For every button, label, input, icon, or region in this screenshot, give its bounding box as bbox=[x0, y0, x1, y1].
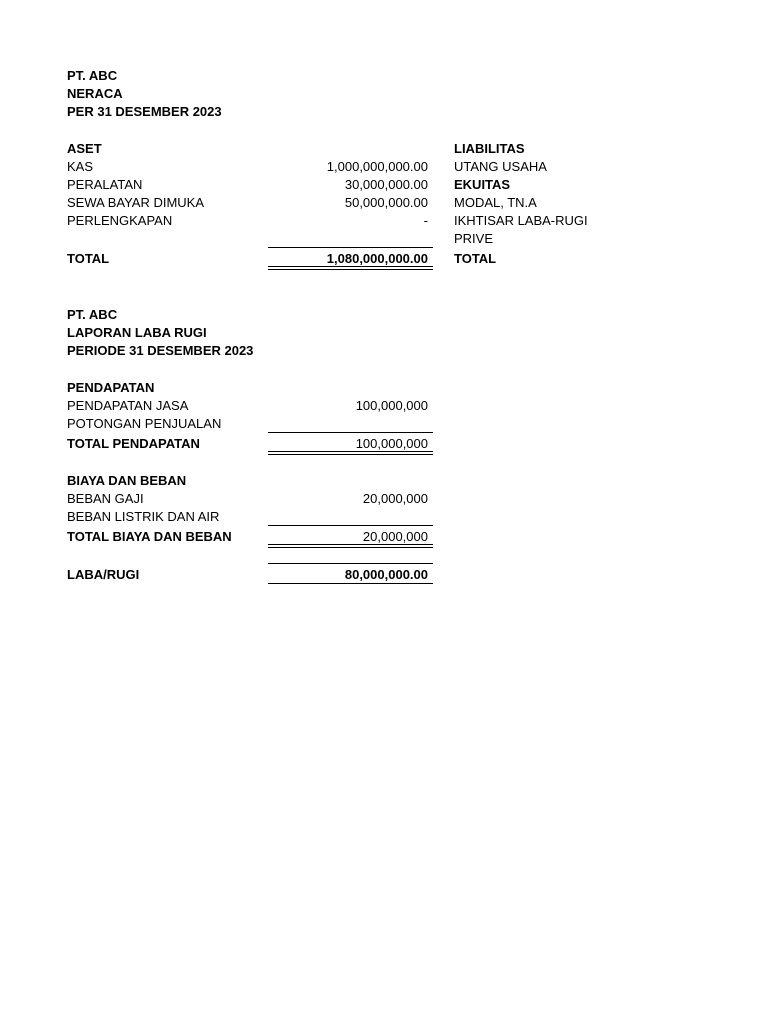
net-bottom-rule bbox=[268, 583, 433, 584]
liability-label: UTANG USAHA bbox=[454, 159, 547, 174]
balance-sheet-period: PER 31 DESEMBER 2023 bbox=[67, 104, 222, 119]
net-income-label: LABA/RUGI bbox=[67, 567, 140, 582]
asset-value: 50,000,000.00 bbox=[344, 195, 428, 210]
asset-label: PERLENGKAPAN bbox=[67, 213, 173, 228]
asset-value: 1,000,000,000.00 bbox=[326, 159, 428, 174]
subtotal-rule bbox=[268, 432, 433, 433]
revenue-label: POTONGAN PENJUALAN bbox=[67, 416, 222, 431]
total-double-rule bbox=[268, 451, 433, 455]
asset-label: PERALATAN bbox=[67, 177, 143, 192]
expense-label: BEBAN LISTRIK DAN AIR bbox=[67, 509, 220, 524]
asset-value: - bbox=[423, 213, 428, 228]
expense-header: BIAYA DAN BEBAN bbox=[67, 473, 187, 488]
balance-sheet-title: NERACA bbox=[67, 86, 123, 101]
expense-value: 20,000,000 bbox=[362, 491, 428, 506]
assets-header: ASET bbox=[67, 141, 102, 156]
revenue-value: 100,000,000 bbox=[355, 398, 428, 413]
subtotal-rule bbox=[268, 525, 433, 526]
subtotal-rule bbox=[268, 247, 433, 248]
net-top-rule bbox=[268, 563, 433, 564]
total-double-rule bbox=[268, 544, 433, 548]
income-statement-title: LAPORAN LABA RUGI bbox=[67, 325, 207, 340]
net-income-value: 80,000,000.00 bbox=[344, 567, 428, 582]
expense-total-label: TOTAL BIAYA DAN BEBAN bbox=[67, 529, 232, 544]
revenue-total-value: 100,000,000 bbox=[355, 436, 428, 451]
equity-header: EKUITAS bbox=[454, 177, 511, 192]
total-double-rule bbox=[268, 266, 433, 270]
income-company-name: PT. ABC bbox=[67, 307, 118, 322]
right-total-label: TOTAL bbox=[454, 251, 497, 266]
balance-company-name: PT. ABC bbox=[67, 68, 118, 83]
revenue-label: PENDAPATAN JASA bbox=[67, 398, 189, 413]
equity-label: PRIVE bbox=[454, 231, 494, 246]
expense-label: BEBAN GAJI bbox=[67, 491, 144, 506]
assets-total-value: 1,080,000,000.00 bbox=[326, 251, 428, 266]
revenue-total-label: TOTAL PENDAPATAN bbox=[67, 436, 200, 451]
income-statement-period: PERIODE 31 DESEMBER 2023 bbox=[67, 343, 254, 358]
asset-label: KAS bbox=[67, 159, 94, 174]
asset-label: SEWA BAYAR DIMUKA bbox=[67, 195, 205, 210]
revenue-header: PENDAPATAN bbox=[67, 380, 155, 395]
asset-value: 30,000,000.00 bbox=[344, 177, 428, 192]
expense-total-value: 20,000,000 bbox=[362, 529, 428, 544]
assets-total-label: TOTAL bbox=[67, 251, 110, 266]
equity-label: IKHTISAR LABA-RUGI bbox=[454, 213, 588, 228]
liabilities-header: LIABILITAS bbox=[454, 141, 525, 156]
equity-label: MODAL, TN.A bbox=[454, 195, 537, 210]
